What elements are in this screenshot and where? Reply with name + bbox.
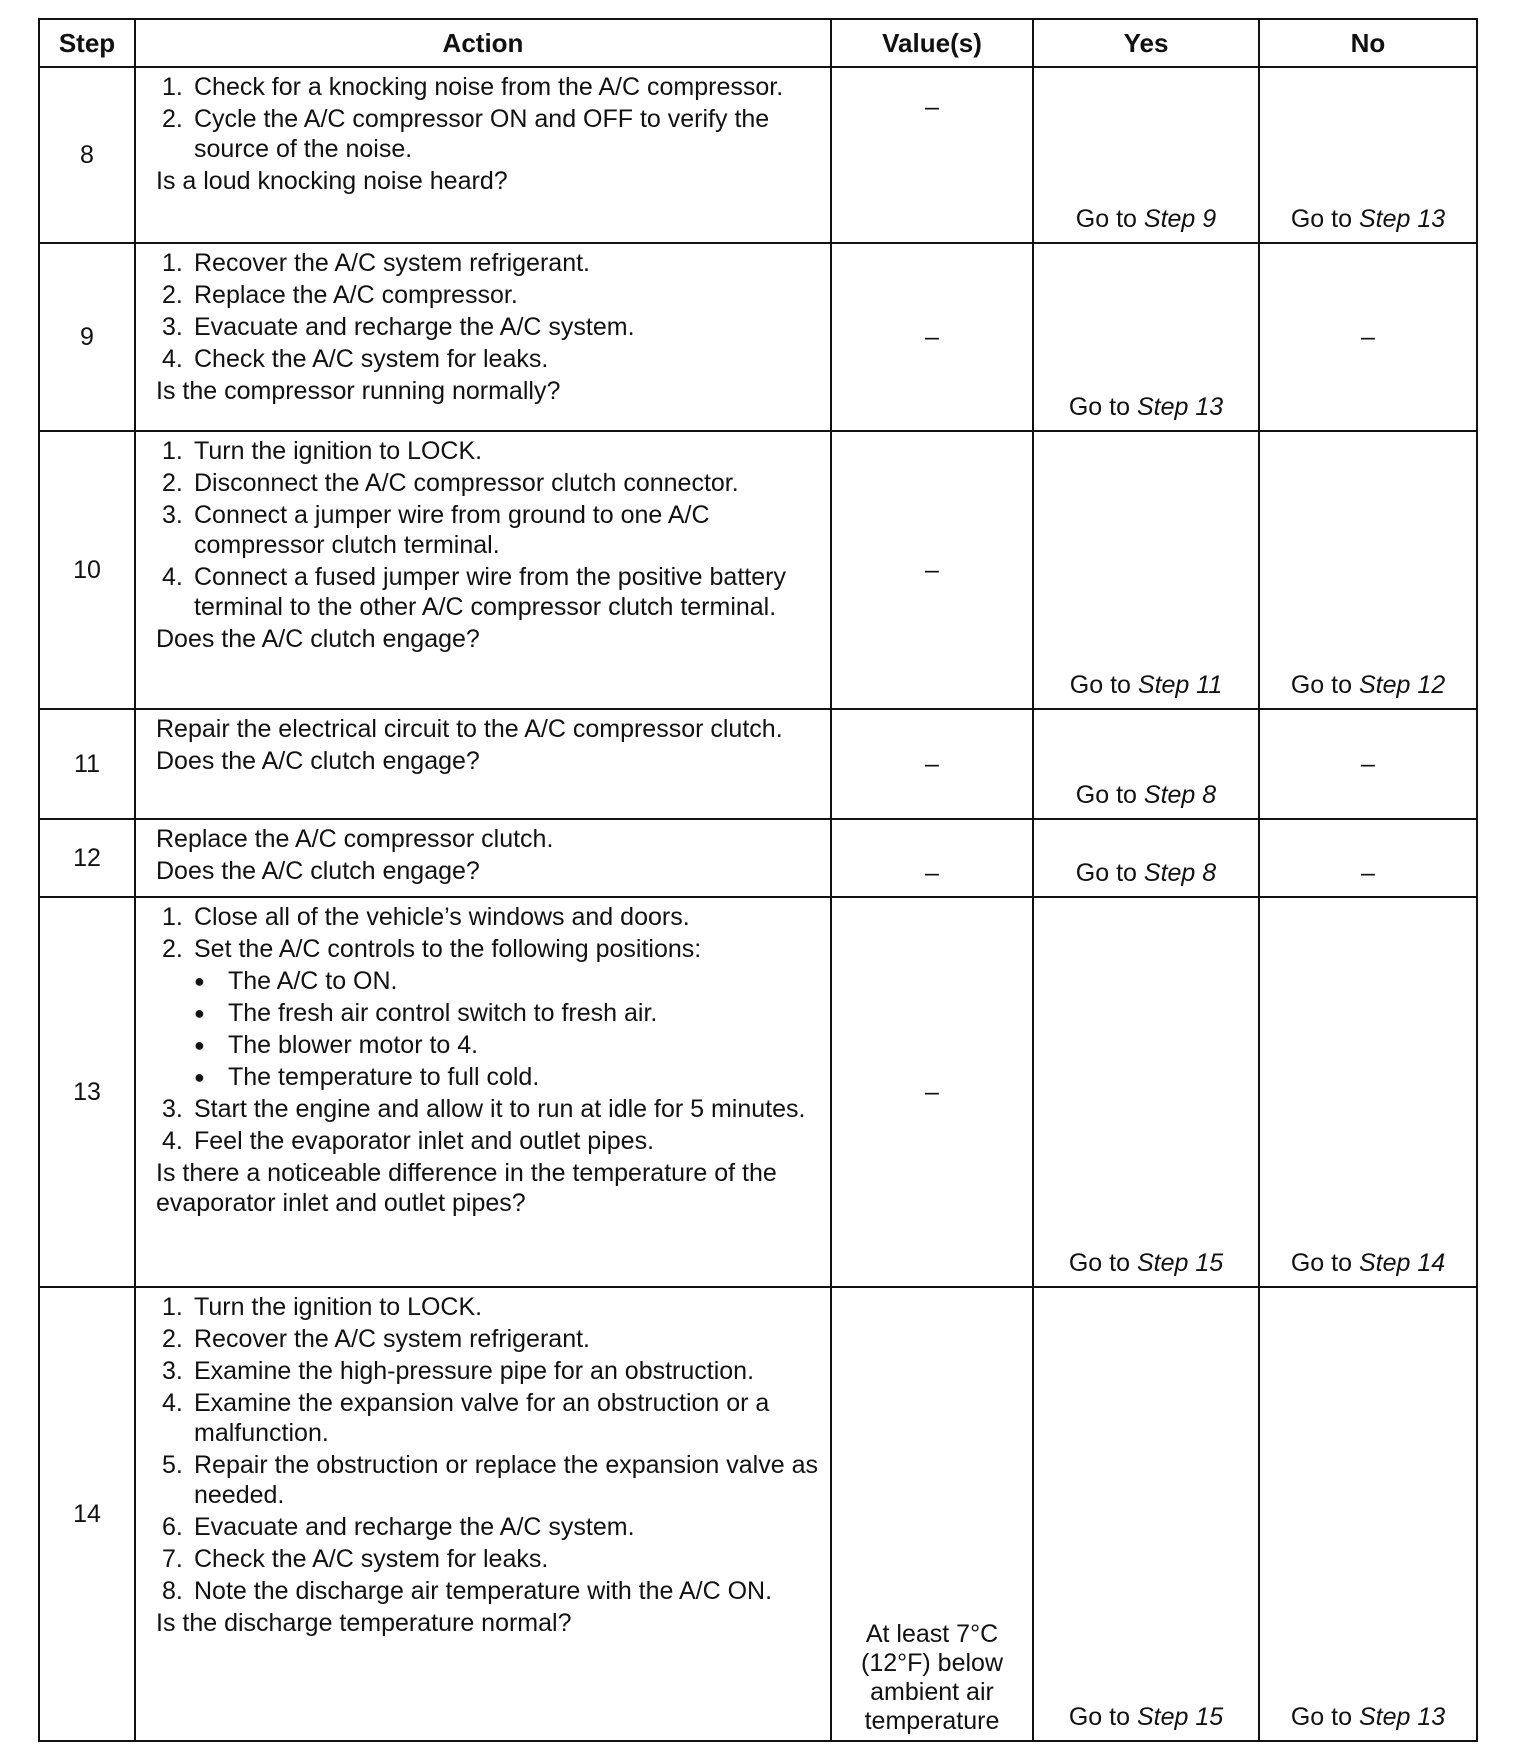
header-no: No [1259, 19, 1477, 67]
no-cell [1259, 431, 1477, 709]
step-number: 9 [39, 243, 135, 431]
item-text: Check the A/C system for leaks. [194, 1545, 549, 1573]
question: Is the compressor running normally? [156, 377, 561, 405]
question: Is there a noticeable difference in the temperature of the evaporator inlet and outlet pipes? [156, 1159, 777, 1217]
action-cell [135, 819, 831, 897]
item-text: Start the engine and allow it to run at idle for 5 minutes. [194, 1095, 806, 1123]
item-text: Feel the evaporator inlet and outlet pipes. [194, 1127, 655, 1155]
no-cell: – [1259, 243, 1477, 431]
diagnostic-table [38, 18, 1478, 1742]
step-number: 12 [39, 819, 135, 897]
item-number: 2. [162, 1325, 183, 1353]
item-number: 2. [162, 935, 183, 963]
value-line: (12°F) below [861, 1649, 1003, 1677]
no-cell [1259, 67, 1477, 243]
value-line: temperature [864, 1707, 1000, 1735]
table-row-step-10 [39, 431, 1477, 709]
item-number: 4. [162, 345, 183, 373]
question: Does the A/C clutch engage? [156, 747, 480, 775]
item-text: Examine the high-pressure pipe for an obstruction. [194, 1357, 755, 1385]
go-to-label: Go to [1075, 205, 1137, 233]
go-to-label: Go to [1068, 1703, 1130, 1731]
header-step: Step [39, 19, 135, 67]
item-text: Set the A/C controls to the following positions: [194, 935, 702, 963]
yes-cell [1033, 897, 1259, 1287]
item-text: Examine the expansion valve for an obstruction or a malfunction. [194, 1389, 770, 1447]
item-text: Repair the obstruction or replace the expansion valve as needed. [194, 1451, 818, 1509]
step-link[interactable]: Step 14 [1358, 1249, 1446, 1277]
item-number: 8. [162, 1577, 183, 1605]
action-cell [135, 67, 831, 243]
question: Is the discharge temperature normal? [156, 1609, 572, 1637]
action-text: Replace the A/C compressor clutch. [156, 825, 554, 853]
step-link[interactable]: Step 8 [1143, 781, 1217, 809]
value-cell: – [831, 819, 1033, 897]
item-text: Replace the A/C compressor. [194, 281, 518, 309]
go-to-label: Go to [1068, 1249, 1130, 1277]
value-line: At least 7°C [865, 1620, 999, 1648]
header-row [39, 19, 1477, 67]
yes-cell [1033, 1287, 1259, 1741]
item-number: 3. [162, 1095, 183, 1123]
go-to-label: Go to [1075, 781, 1137, 809]
question: Does the A/C clutch engage? [156, 625, 480, 653]
go-to-label: Go to [1290, 671, 1352, 699]
step-number: 11 [39, 709, 135, 819]
no-cell [1259, 897, 1477, 1287]
header-values: Value(s) [831, 19, 1033, 67]
yes-cell [1033, 709, 1259, 819]
item-text: Recover the A/C system refrigerant. [194, 1325, 590, 1353]
no-cell: – [1259, 819, 1477, 897]
bullet-icon: ● [194, 1003, 205, 1023]
go-to-label: Go to [1290, 1703, 1352, 1731]
bullet-icon: ● [194, 1035, 205, 1055]
go-to-label: Go to [1290, 1249, 1352, 1277]
item-number: 4. [162, 1389, 183, 1417]
item-text: Evacuate and recharge the A/C system. [194, 313, 635, 341]
item-number: 3. [162, 313, 183, 341]
item-number: 7. [162, 1545, 183, 1573]
question: Is a loud knocking noise heard? [156, 167, 508, 195]
step-link[interactable]: Step 13 [1358, 205, 1446, 233]
table-row-step-14 [39, 1287, 1477, 1741]
item-number: 1. [162, 73, 183, 101]
item-text: Turn the ignition to LOCK. [194, 437, 483, 465]
step-link[interactable]: Step 15 [1136, 1703, 1224, 1731]
yes-cell [1033, 431, 1259, 709]
bullet-icon: ● [194, 1067, 205, 1087]
table-row-step-13 [39, 897, 1477, 1287]
question: Does the A/C clutch engage? [156, 857, 480, 885]
item-number: 2. [162, 469, 183, 497]
item-text: Cycle the A/C compressor ON and OFF to verify the source of the noise. [194, 105, 770, 163]
table-row-step-9 [39, 243, 1477, 431]
action-cell [135, 243, 831, 431]
item-number: 2. [162, 105, 183, 133]
header-yes: Yes [1033, 19, 1259, 67]
item-number: 1. [162, 437, 183, 465]
value-cell: – [831, 431, 1033, 709]
go-to-label: Go to [1068, 393, 1130, 421]
item-number: 3. [162, 1357, 183, 1385]
item-number: 6. [162, 1513, 183, 1541]
item-number: 1. [162, 903, 183, 931]
item-text: Disconnect the A/C compressor clutch connector. [194, 469, 739, 497]
step-number: 10 [39, 431, 135, 709]
table-row-step-12 [39, 819, 1477, 897]
action-text: Repair the electrical circuit to the A/C compressor clutch. [156, 715, 783, 743]
action-cell [135, 431, 831, 709]
yes-cell [1033, 243, 1259, 431]
item-text: Recover the A/C system refrigerant. [194, 249, 590, 277]
step-link[interactable]: Step 15 [1136, 1249, 1224, 1277]
step-link[interactable]: Step 11 [1137, 671, 1223, 699]
item-text: Turn the ignition to LOCK. [194, 1293, 483, 1321]
step-link[interactable]: Step 13 [1358, 1703, 1446, 1731]
bullet-text: The A/C to ON. [228, 967, 398, 995]
step-link[interactable]: Step 13 [1136, 393, 1224, 421]
no-cell: – [1259, 709, 1477, 819]
item-text: Close all of the vehicle’s windows and doors. [194, 903, 690, 931]
item-number: 2. [162, 281, 183, 309]
no-cell [1259, 1287, 1477, 1741]
action-cell [135, 709, 831, 819]
table-row-step-11 [39, 709, 1477, 819]
item-text: Connect a jumper wire from ground to one A/C compressor clutch terminal. [194, 501, 710, 559]
item-number: 1. [162, 249, 183, 277]
item-number: 1. [162, 1293, 183, 1321]
yes-cell [1033, 819, 1259, 897]
step-link[interactable]: Step 8 [1143, 859, 1217, 887]
step-number: 13 [39, 897, 135, 1287]
value-cell [831, 1287, 1033, 1741]
bullet-text: The blower motor to 4. [228, 1031, 479, 1059]
step-number: 14 [39, 1287, 135, 1741]
step-link[interactable]: Step 12 [1358, 671, 1446, 699]
item-text: Connect a fused jumper wire from the positive battery terminal to the other A/C compressor clutch terminal. [194, 563, 786, 621]
action-cell [135, 1287, 831, 1741]
item-number: 5. [162, 1451, 183, 1479]
item-number: 3. [162, 501, 183, 529]
value-cell: – [831, 897, 1033, 1287]
bullet-text: The fresh air control switch to fresh air. [228, 999, 658, 1027]
item-number: 4. [162, 1127, 183, 1155]
action-cell [135, 897, 831, 1287]
table-row-step-8 [39, 67, 1477, 243]
go-to-label: Go to [1069, 671, 1131, 699]
step-link[interactable]: Step 9 [1143, 205, 1217, 233]
item-text: Check the A/C system for leaks. [194, 345, 549, 373]
item-text: Note the discharge air temperature with the A/C ON. [194, 1577, 773, 1605]
bullet-text: The temperature to full cold. [228, 1063, 540, 1091]
go-to-label: Go to [1075, 859, 1137, 887]
go-to-label: Go to [1290, 205, 1352, 233]
value-line: ambient air [870, 1678, 994, 1706]
item-text: Evacuate and recharge the A/C system. [194, 1513, 635, 1541]
value-cell: – [831, 67, 1033, 243]
value-cell: – [831, 709, 1033, 819]
yes-cell [1033, 67, 1259, 243]
item-text: Check for a knocking noise from the A/C compressor. [194, 73, 784, 101]
bullet-icon: ● [194, 971, 205, 991]
item-number: 4. [162, 563, 183, 591]
value-cell: – [831, 243, 1033, 431]
step-number: 8 [39, 67, 135, 243]
header-action: Action [135, 19, 831, 67]
